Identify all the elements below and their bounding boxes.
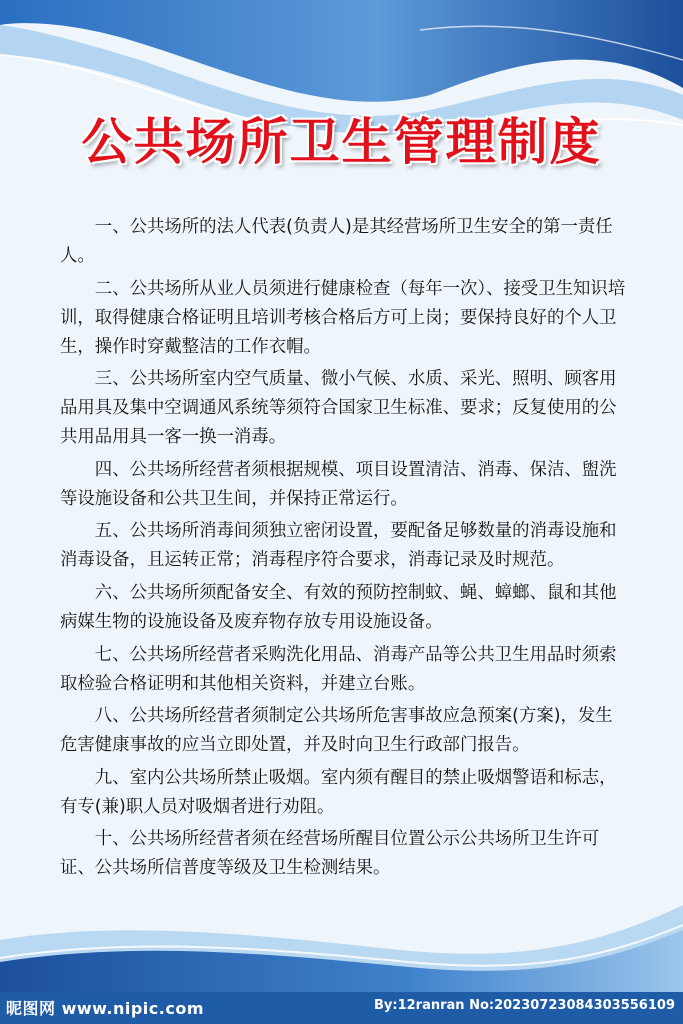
page-title: 公共场所卫生管理制度 [81,113,602,171]
rule-paragraph-9: 九、室内公共场所禁止吸烟。室内须有醒目的禁止吸烟警语和标志，有专(兼)职人员对吸烟者进行劝阻。 [60,767,617,817]
rule-paragraph-6: 六、公共场所须配备安全、有效的预防控制蚊、蝇、蟑螂、鼠和其他病媒生物的设施设备及废弃物存放专用设施设备。 [60,582,617,632]
watermark-site: 昵图网 www.nipic.com [6,999,204,1018]
rule-paragraph-5: 五、公共场所消毒间须独立密闭设置，要配备足够数量的消毒设施和消毒设备，且运转正常；消毒程序符合要求，消毒记录及时规范。 [60,521,617,571]
rule-paragraph-3: 三、公共场所室内空气质量、微小气候、水质、采光、照明、顾客用品用具及集中空调通风系统等须符合国家卫生标准、要求；反复使用的公共用品用具一客一换一消毒。 [60,369,617,448]
rule-paragraph-8: 八、公共场所经营者须制定公共场所危害事故应急预案(方案)，发生危害健康事故的应当立即处置，并及时向卫生行政部门报告。 [60,706,613,756]
rule-paragraph-7: 七、公共场所经营者采购洗化用品、消毒产品等公共卫生用品时须索取检验合格证明和其他相关资料，并建立台账。 [60,644,617,694]
watermark-id: By:12ranran No:20230723084303556109 [374,998,675,1013]
rules-list [60,213,626,887]
rule-paragraph-4: 四、公共场所经营者须根据规模、项目设置清洁、消毒、保洁、盥洗等设施设备和公共卫生间，并保持正常运行。 [60,459,617,509]
rule-paragraph-2: 二、公共场所从业人员须进行健康检查（每年一次）、接受卫生知识培训，取得健康合格证明且培训考核合格后方可上岗；要保持良好的个人卫生，操作时穿戴整洁的工作衣帽。 [60,278,626,357]
rule-paragraph-10: 十、公共场所经营者须在经营场所醒目位置公示公共场所卫生许可证、公共场所信普度等级及卫生检测结果。 [60,829,600,879]
rule-paragraph-1: 一、公共场所的法人代表(负责人)是其经营场所卫生安全的第一责任人。 [60,217,613,266]
